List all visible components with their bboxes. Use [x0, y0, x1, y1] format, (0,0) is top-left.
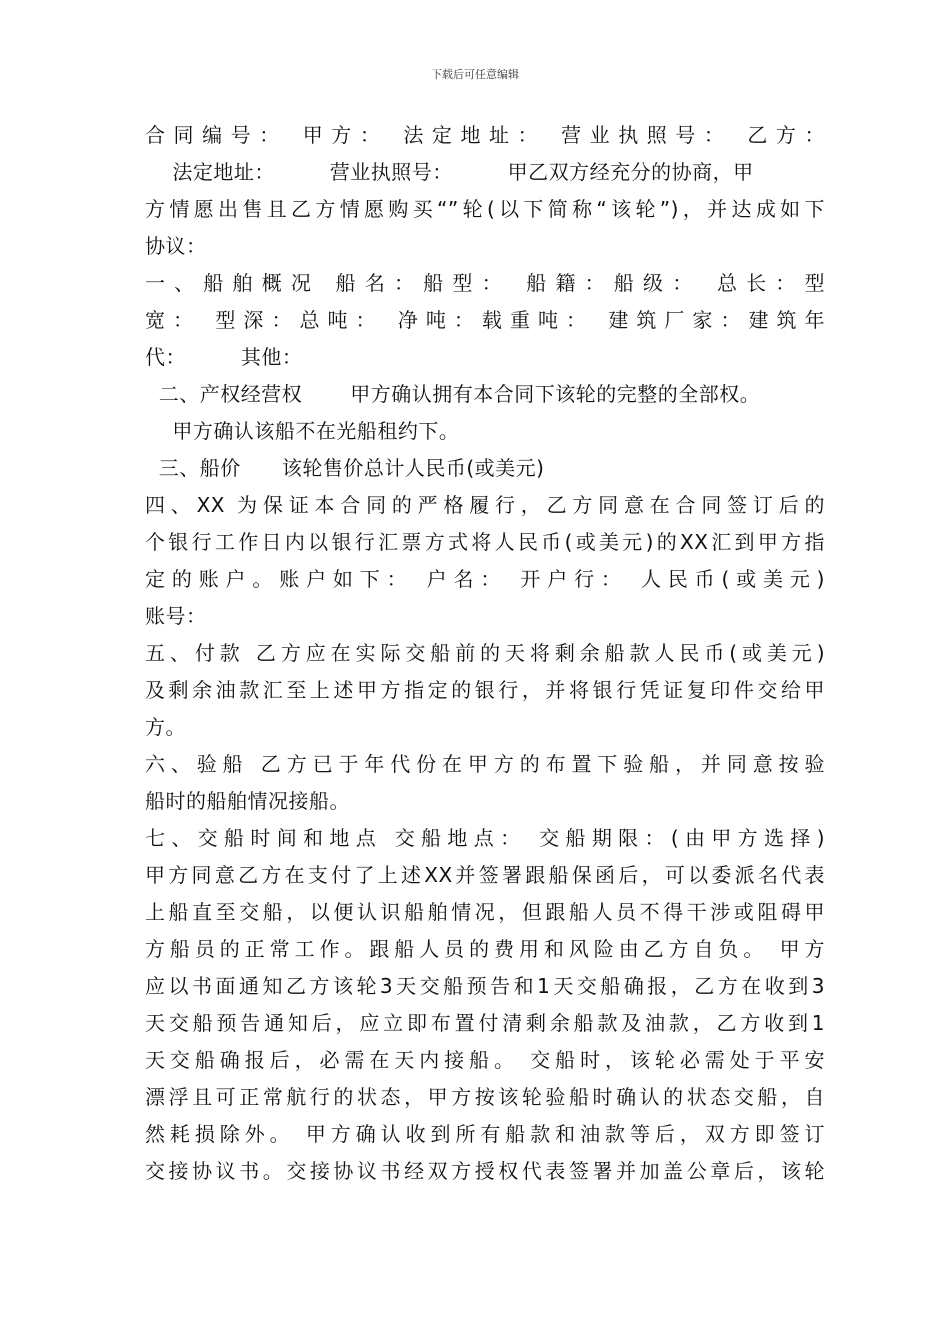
document-line: 上船直至交船，以便认识船舶情况，但跟船人员不得干涉或阻碍甲 — [145, 900, 825, 924]
document-line: 七、交船时间和地点 交船地点： 交船期限：(由甲方选择) — [145, 826, 825, 850]
document-line: 定的账户。账户如下： 户名： 开户行： 人民币(或美元) — [145, 567, 825, 591]
document-line: 天交船确报后，必需在天内接船。 交船时，该轮必需处于平安 — [145, 1048, 825, 1072]
document-line: 一、船舶概况 船名：船型： 船籍：船级： 总长：型 — [145, 271, 825, 295]
document-line: 方。 — [145, 715, 186, 739]
document-line: 甲方确认该船不在光船租约下。 — [145, 419, 460, 443]
document-line: 方船员的正常工作。跟船人员的费用和风险由乙方自负。 甲方 — [145, 937, 825, 961]
document-line: 方情愿出售且乙方情愿购买“”轮(以下简称“该轮”)，并达成如下 — [145, 197, 825, 221]
document-line: 应以书面通知乙方该轮3天交船预告和1天交船确报，乙方在收到3 — [145, 974, 825, 998]
document-line: 交接协议书。交接协议书经双方授权代表签署并加盖公章后，该轮 — [145, 1159, 825, 1183]
document-line: 宽： 型深：总吨： 净吨：载重吨： 建筑厂家：建筑年 — [145, 308, 825, 332]
document-line: 四、XX 为保证本合同的严格履行，乙方同意在合同签订后的 — [145, 493, 825, 517]
document-line: 六、验船 乙方已于年代份在甲方的布置下验船，并同意按验 — [145, 752, 825, 776]
document-line: 合同编号： 甲方： 法定地址： 营业执照号： 乙方： — [145, 123, 825, 147]
document-line: 及剩余油款汇至上述甲方指定的银行，并将银行凭证复印件交给甲 — [145, 678, 825, 702]
document-line: 代： 其他： — [145, 345, 303, 369]
document-line: 船时的船舶情况接船。 — [145, 789, 350, 813]
document-line: 三、船价 该轮售价总计人民币(或美元) — [145, 456, 545, 480]
document-body — [145, 117, 825, 1190]
document-line: 二、产权经营权 甲方确认拥有本合同下该轮的完整的全部权。 — [145, 382, 761, 406]
document-line: 账号： — [145, 604, 207, 628]
header-note: 下载后可任意编辑 — [431, 68, 519, 81]
document-line: 协议： — [145, 234, 207, 258]
document-line: 五、付款 乙方应在实际交船前的天将剩余船款人民币(或美元) — [145, 641, 825, 665]
document-line: 个银行工作日内以银行汇票方式将人民币(或美元)的XX汇到甲方指 — [145, 530, 825, 554]
document-line: 天交船预告通知后，应立即布置付清剩余船款及油款，乙方收到1 — [145, 1011, 825, 1035]
document-line: 漂浮且可正常航行的状态，甲方按该轮验船时确认的状态交船，自 — [145, 1085, 825, 1109]
document-line: 甲方同意乙方在支付了上述XX并签署跟船保函后，可以委派名代表 — [145, 863, 825, 887]
document-line: 法定地址： 营业执照号： 甲乙双方经充分的协商，甲 — [145, 160, 754, 184]
document-line: 然耗损除外。 甲方确认收到所有船款和油款等后，双方即签订 — [145, 1122, 825, 1146]
